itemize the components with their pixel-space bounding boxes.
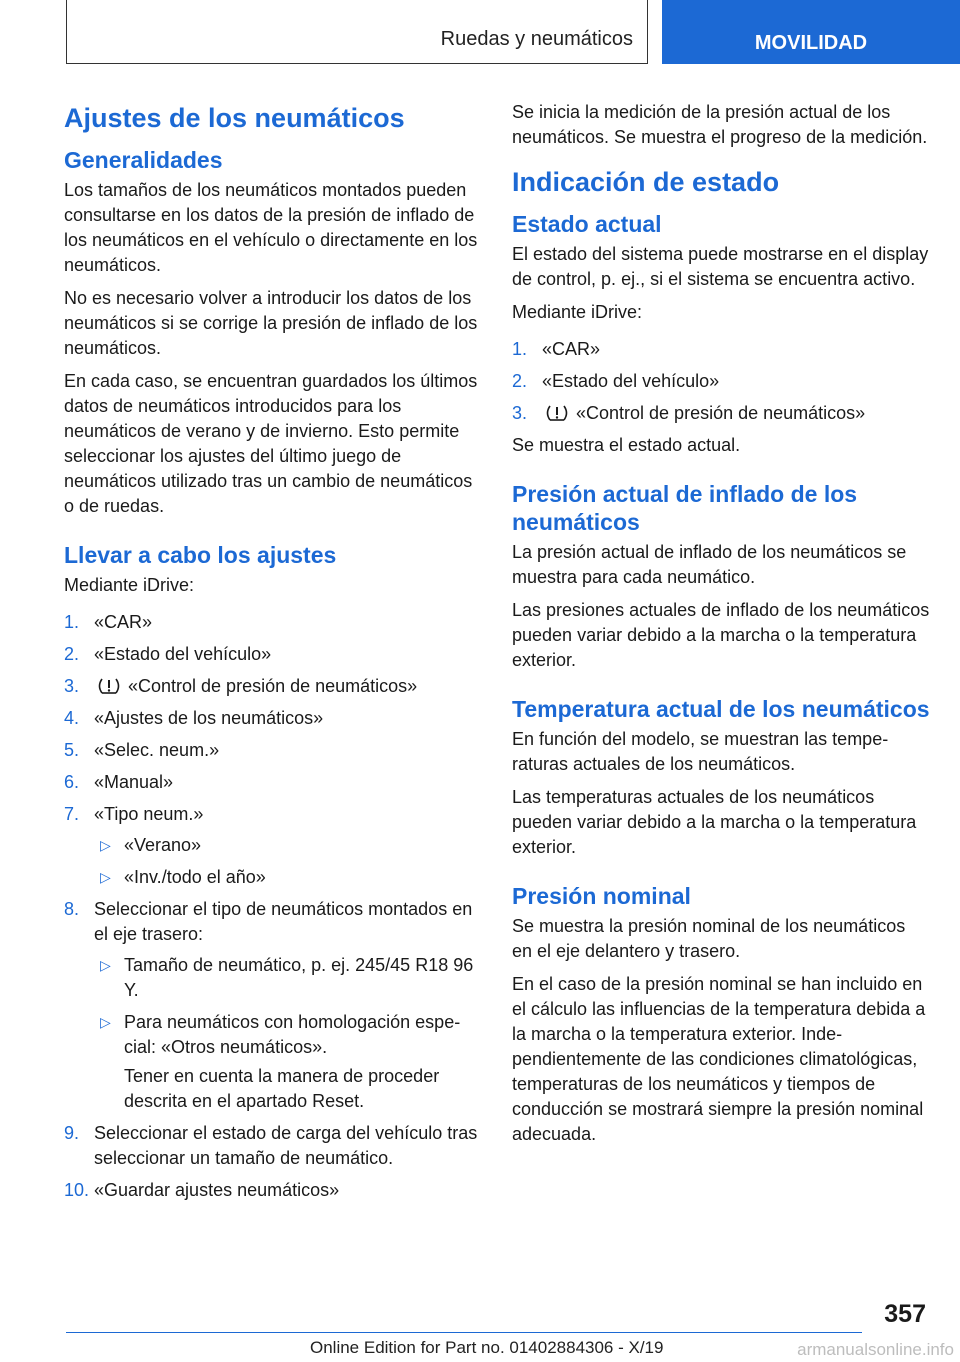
list-item: [64, 1178, 482, 1203]
step-text: «Ajustes de los neumáticos»: [94, 708, 324, 728]
list-item: [64, 738, 482, 763]
step-text: «Manual»: [94, 772, 174, 792]
tire-pressure-warning-icon: [544, 404, 570, 422]
watermark: armanualsonline.info: [797, 1340, 954, 1359]
step-number: 1.: [64, 612, 80, 632]
left-column: [64, 100, 482, 1210]
sub-item-text: Tamaño de neumático, p. ej. 245/45 R18 96 Y.: [124, 955, 474, 1000]
list-item: [512, 401, 930, 426]
heading-llevar-ajustes: Llevar a cabo los ajustes: [64, 542, 337, 568]
step-text: «Control de presión de neumáticos»: [128, 676, 418, 696]
step-text: «CAR»: [94, 612, 153, 632]
paragraph: Se muestra la presión nominal de los neumáticos en el eje delantero y trasero.: [512, 916, 906, 961]
step-number: 6.: [64, 772, 80, 792]
list-item: [64, 642, 482, 667]
step-text: «Selec. neum.»: [94, 740, 220, 760]
heading-generalidades: Generalidades: [64, 147, 223, 173]
chapter-tab-label: MOVILIDAD: [754, 31, 868, 54]
list-item: [64, 674, 482, 699]
sub-list: [94, 833, 482, 890]
triangle-right-icon: ▷: [100, 957, 111, 973]
step-text: «CAR»: [542, 339, 601, 359]
sub-item-text: «Verano»: [124, 835, 202, 855]
sub-list-item: [94, 953, 482, 1003]
step-text: Seleccionar el estado de carga del vehículo tras seleccionar un tamaño de neumático.: [94, 1123, 478, 1168]
list-item: [64, 897, 482, 1114]
page-number: 357: [884, 1300, 926, 1328]
paragraph: Se muestra el estado actual.: [512, 435, 741, 455]
heading-estado-actual: Estado actual: [512, 211, 662, 237]
list-item: [64, 802, 482, 890]
footer-divider: [66, 1332, 862, 1333]
step-number: 3.: [512, 403, 528, 423]
paragraph: En cada caso, se encuentran guardados los últimos datos de neumáticos introducidos para los neumáticos de verano y de invierno. Esto permite seleccionar los ajustes del último juego de neumáticos utilizado tras un cambio de neumáticos o de ruedas.: [64, 371, 478, 516]
paragraph: Mediante iDrive:: [64, 575, 195, 595]
step-text: Seleccionar el tipo de neumáticos montados en el eje trasero:: [94, 899, 473, 944]
sub-list-item: [94, 865, 482, 890]
step-text: «Control de presión de neumáticos»: [576, 403, 866, 423]
step-number: 9.: [64, 1123, 80, 1143]
step-number: 2.: [512, 371, 528, 391]
sub-list-item: [94, 1010, 482, 1114]
sub-item-text: Para neumáticos con homologación especial: «Otros neumáticos».: [124, 1012, 461, 1057]
heading-presion-nominal: Presión nominal: [512, 883, 691, 909]
step-number: 2.: [64, 644, 80, 664]
list-item: [512, 337, 930, 362]
paragraph: Mediante iDrive:: [512, 302, 643, 322]
triangle-right-icon: ▷: [100, 869, 111, 885]
page-title: Ajustes de los neumáticos: [64, 103, 405, 133]
section-title: Ruedas y neumáticos: [440, 28, 633, 50]
step-number: 10.: [64, 1180, 90, 1200]
step-number: 7.: [64, 804, 80, 824]
paragraph: La presión actual de inflado de los neumáticos se muestra para cada neumático.: [512, 542, 907, 587]
paragraph: Las temperaturas actuales de los neumáticos pueden variar debido a la marcha o la temperatura exterior.: [512, 787, 917, 857]
sub-item-text: «Inv./todo el año»: [124, 867, 266, 887]
list-item: [64, 706, 482, 731]
steps-list: [512, 337, 930, 426]
list-item: [64, 770, 482, 795]
tire-pressure-warning-icon: [96, 677, 122, 695]
sub-list-item: [94, 833, 482, 858]
step-text: «Estado del vehículo»: [94, 644, 272, 664]
heading-temperatura-actual: Temperatura actual de los neumáticos: [512, 696, 930, 722]
paragraph: Las presiones actuales de inflado de los neumáticos pueden variar debido a la marcha o la temperatura exterior.: [512, 600, 930, 670]
list-item: [64, 610, 482, 635]
step-number: 3.: [64, 676, 80, 696]
steps-list: [64, 610, 482, 1203]
list-item: [64, 1121, 482, 1171]
triangle-right-icon: ▷: [100, 837, 111, 853]
paragraph: En el caso de la presión nominal se han incluido en el cálculo las influencias de la temperatura debida a la marcha o la temperatura exterior. Independientemente de las condiciones climatológicas, temperaturas de los neumáticos y tiempos de conducción se mostrará siempre la presión nominal adecuada.: [512, 974, 926, 1144]
heading-indicacion-estado: Indicación de estado: [512, 167, 780, 197]
step-number: 8.: [64, 899, 80, 919]
step-text: «Estado del vehículo»: [542, 371, 720, 391]
paragraph: El estado del sistema puede mostrarse en el display de control, p. ej., si el sistema se encuentra activo.: [512, 244, 929, 289]
step-number: 5.: [64, 740, 80, 760]
triangle-right-icon: ▷: [100, 1014, 111, 1030]
sub-list: [94, 953, 482, 1114]
paragraph: Los tamaños de los neumáticos montados pueden consultarse en los datos de la presión de inflado de los neumáticos en el vehículo o directamente en los neumáticos.: [64, 180, 478, 275]
chapter-tab: [662, 0, 960, 64]
step-text: «Guardar ajustes neumáticos»: [94, 1180, 340, 1200]
paragraph: No es necesario volver a introducir los datos de los neumáticos si se corrige la presión de inflado de los neumáticos.: [64, 288, 478, 358]
step-text: «Tipo neum.»: [94, 804, 204, 824]
footer-edition: Online Edition for Part no. 01402884306 - X/19: [310, 1338, 664, 1357]
paragraph: Se inicia la medición de la presión actual de los neumáticos. Se muestra el progreso de la medición.: [512, 102, 928, 147]
sub-note: Tener en cuenta la manera de proceder descrita en el apartado Reset.: [124, 1066, 440, 1111]
step-number: 1.: [512, 339, 528, 359]
paragraph: En función del modelo, se muestran las temperaturas actuales de los neumáticos.: [512, 729, 889, 774]
header-box: [66, 0, 648, 64]
heading-presion-actual: Presión actual de inflado de los neumáticos: [512, 481, 858, 535]
step-number: 4.: [64, 708, 80, 728]
list-item: [512, 369, 930, 394]
right-column: [512, 100, 930, 1155]
